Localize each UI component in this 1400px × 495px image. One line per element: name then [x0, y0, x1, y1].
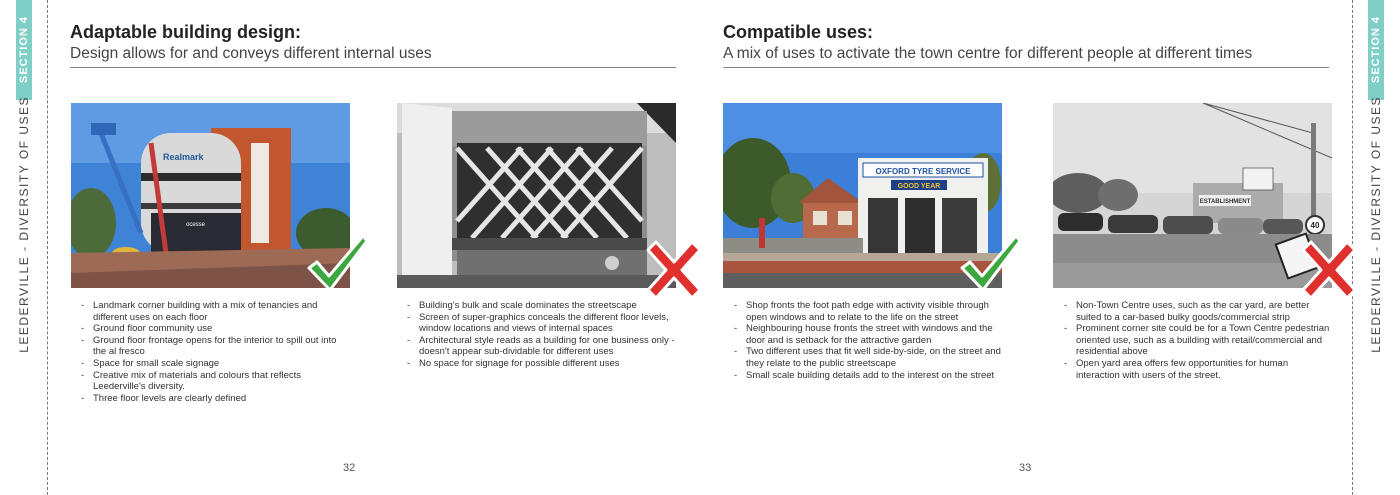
list-item: - Creative mix of materials and colours that reflects Leederville's diversity. [81, 370, 351, 393]
list-item: - Space for small scale signage [81, 358, 351, 370]
photo-supergraphics-building [397, 103, 676, 288]
speed-sign: 40 [1310, 221, 1320, 230]
section-tab-label: SECTION 4 [1370, 16, 1382, 84]
ocesse-sign: ocesse [186, 222, 206, 228]
bullet-list-tyre-service [734, 300, 1004, 381]
cross-icon [642, 238, 706, 302]
heading-title: Adaptable building design: [70, 22, 301, 42]
list-item: - Architectural style reads as a building for one business only - doesn't appear sub-dividable for different uses [407, 335, 677, 358]
list-item: - Ground floor frontage opens for the interior to spill out into the al fresco [81, 335, 351, 358]
document-title-right [1368, 95, 1384, 353]
list-item: - Building's bulk and scale dominates the streetscape [407, 300, 677, 312]
heading-divider [70, 67, 676, 68]
section-tab-right [1368, 0, 1384, 100]
document-title-left [16, 95, 32, 353]
heading-divider [723, 67, 1329, 68]
realmark-sign: Realmark [163, 152, 204, 162]
list-item: - No space for signage for possible different uses [407, 358, 677, 370]
list-item: - Screen of super-graphics conceals the different floor levels, window locations and views of internal spaces [407, 312, 677, 335]
cross-icon [1297, 238, 1361, 302]
list-item: - Shop fronts the foot path edge with activity visible through open windows and to relate to the life on the street [734, 300, 1004, 323]
bullet-list-car-yard [1064, 300, 1334, 381]
right-page-heading [723, 22, 1329, 63]
left-page-heading [70, 22, 676, 63]
list-item: - Landmark corner building with a mix of tenancies and different uses on each floor [81, 300, 351, 323]
document-title-label: LEEDERVILLE - DIVERSITY OF USES [1369, 95, 1383, 353]
checkmark-icon [305, 232, 369, 296]
photo-car-yard [1053, 103, 1332, 288]
heading-subtitle: Design allows for and conveys different internal uses [70, 45, 432, 62]
heading-title: Compatible uses: [723, 22, 874, 42]
list-item: - Small scale building details add to the interest on the street [734, 370, 1004, 382]
list-item: - Two different uses that fit well side-by-side, on the street and they relate to the public streetscape [734, 346, 1004, 369]
section-tab-left [16, 0, 32, 100]
list-item: - Three floor levels are clearly defined [81, 393, 351, 405]
section-tab-label: SECTION 4 [18, 16, 30, 84]
list-item: - Open yard area offers few opportunities for human interaction with users of the street. [1064, 358, 1334, 381]
list-item: - Non-Town Centre uses, such as the car yard, are better suited to a car-based bulky goods/commercial strip [1064, 300, 1334, 323]
bullet-list-landmark [81, 300, 351, 404]
page-number-right: 33 [1019, 462, 1032, 474]
establishment-sign: ESTABLISHMENT [1199, 199, 1251, 205]
oxford-tyre-sign: OXFORD TYRE SERVICE [875, 167, 971, 176]
goodyear-sign: GOOD YEAR [897, 183, 941, 190]
list-item: - Ground floor community use [81, 323, 351, 335]
page-number-left: 32 [343, 462, 356, 474]
page-border-left [47, 0, 48, 495]
bullet-list-supergraphics [407, 300, 677, 370]
list-item: - Prominent corner site could be for a Town Centre pedestrian oriented use, such as a building with retail/commercial and residential above [1064, 323, 1334, 358]
list-item: - Neighbouring house fronts the street with windows and the door and is setback for the attractive garden [734, 323, 1004, 346]
checkmark-icon [958, 232, 1022, 296]
document-title-label: LEEDERVILLE - DIVERSITY OF USES [17, 95, 31, 353]
heading-subtitle: A mix of uses to activate the town centre for different people at different times [723, 45, 1253, 62]
